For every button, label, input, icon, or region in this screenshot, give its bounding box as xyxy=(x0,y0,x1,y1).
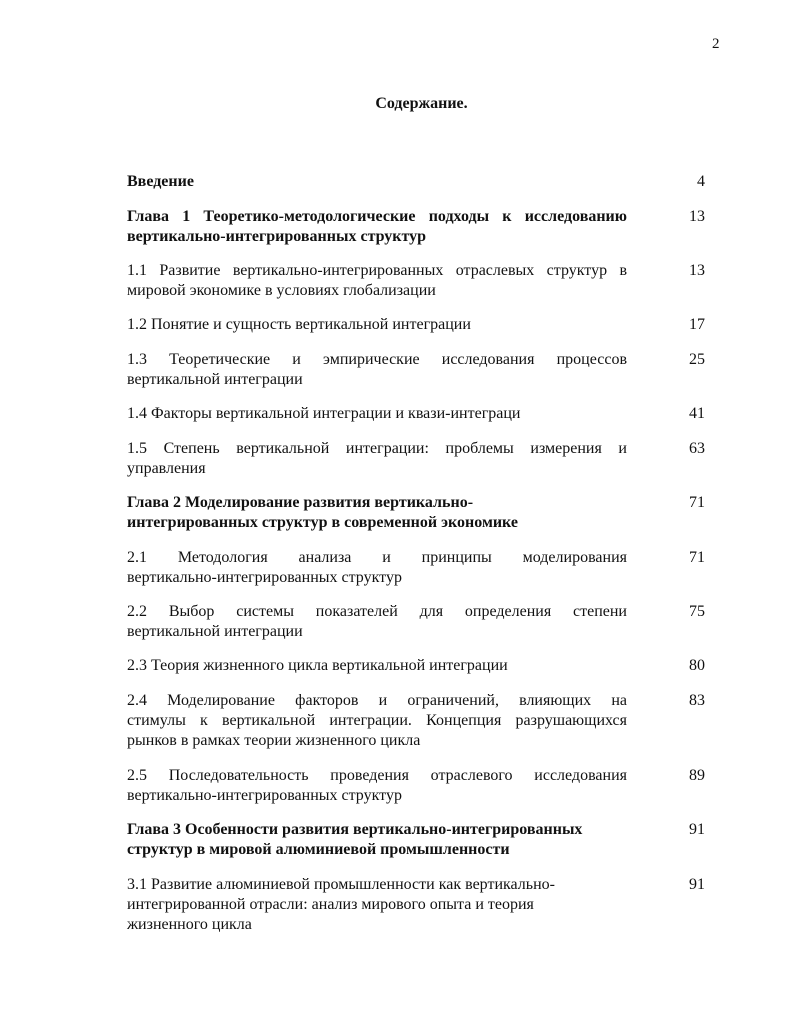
toc-entry-line: 1.1 Развитие вертикально-интегрированных отраслевых структур в xyxy=(127,262,627,279)
toc-entry-page: 83 xyxy=(689,692,705,709)
toc-entry-text xyxy=(127,875,627,935)
toc-entry-line: 1.5 Степень вертикальной интеграции: проблемы измерения и xyxy=(127,440,627,457)
toc-entry-text xyxy=(127,493,627,533)
toc-entry-line: 3.1 Развитие алюминиевой промышленности как вертикально- xyxy=(127,876,555,893)
toc-entry-line: рынков в рамках теории жизненного цикла xyxy=(127,732,421,749)
toc-entry-line: вертикально-интегрированных структур xyxy=(127,787,402,804)
toc-entry-text xyxy=(127,350,627,390)
toc-entry-line: Глава 3 Особенности развития вертикально-интегрированных xyxy=(127,821,583,838)
toc-entry-page: 80 xyxy=(689,657,705,674)
toc-entry-line: 1.2 Понятие и сущность вертикальной интеграции xyxy=(127,316,471,333)
toc-entry-page: 91 xyxy=(689,876,705,893)
toc-entry-page: 71 xyxy=(689,494,705,511)
toc-entry-line: вертикальной интеграции xyxy=(127,371,303,388)
toc-entry-page: 75 xyxy=(689,603,705,620)
toc-entry-line: вертикально-интегрированных структур xyxy=(127,228,427,245)
toc-entry-text xyxy=(127,315,627,335)
toc-entry-text xyxy=(127,548,627,588)
toc-entry-line: управления xyxy=(127,460,206,477)
toc-entry-line: вертикальной интеграции xyxy=(127,623,303,640)
toc-entry-line: 2.4 Моделирование факторов и ограничений, влияющих на xyxy=(127,692,627,709)
toc-entry-page: 13 xyxy=(689,208,705,225)
toc-entry-line: интегрированной отрасли: анализ мирового опыта и теория xyxy=(127,896,534,913)
toc-entry-text xyxy=(127,766,627,806)
toc-entry-text xyxy=(127,404,627,424)
toc-entry-page: 17 xyxy=(689,316,705,333)
toc-entry-text xyxy=(127,820,627,860)
toc-entry-line: 2.3 Теория жизненного цикла вертикальной интеграции xyxy=(127,657,508,674)
toc-entry-line: 1.4 Факторы вертикальной интеграции и квази-интеграци xyxy=(127,405,521,422)
toc-entry-page: 89 xyxy=(689,767,705,784)
toc-entry-text xyxy=(127,439,627,479)
toc-entry-page: 25 xyxy=(689,351,705,368)
toc-entry-page: 13 xyxy=(689,262,705,279)
toc-entry-text xyxy=(127,656,627,676)
toc-title: Содержание. xyxy=(375,95,468,112)
toc-entry-line: мировой экономике в условиях глобализации xyxy=(127,282,436,299)
toc-entry-text xyxy=(127,207,627,247)
toc-entry-text xyxy=(127,602,627,642)
toc-entry-page: 63 xyxy=(689,440,705,457)
toc-entry-line: жизненного цикла xyxy=(127,916,252,933)
toc-entry-text xyxy=(127,172,627,192)
toc-entry-line: 2.5 Последовательность проведения отраслевого исследования xyxy=(127,767,627,784)
page-number: 2 xyxy=(712,36,720,52)
toc-entry-line: 1.3 Теоретические и эмпирические исследования процессов xyxy=(127,351,627,368)
toc-entry-text xyxy=(127,691,627,751)
toc-entry-line: структур в мировой алюминиевой промышленности xyxy=(127,841,510,858)
toc-entry-line: Введение xyxy=(127,173,194,190)
toc-entry-line: 2.1 Методология анализа и принципы моделирования xyxy=(127,549,627,566)
toc-entry-line: интегрированных структур в современной экономике xyxy=(127,514,518,531)
toc-entry-page: 71 xyxy=(689,549,705,566)
toc-entry-page: 91 xyxy=(689,821,705,838)
toc-entry-line: стимулы к вертикальной интеграции. Концепция разрушающихся xyxy=(127,712,627,729)
toc-entry-page: 41 xyxy=(689,405,705,422)
toc-entry-line: вертикально-интегрированных структур xyxy=(127,569,402,586)
toc-entry-line: 2.2 Выбор системы показателей для определения степени xyxy=(127,603,627,620)
toc-entry-line: Глава 2 Моделирование развития вертикально- xyxy=(127,494,474,511)
toc-entry-page: 4 xyxy=(697,173,705,190)
toc-entry-text xyxy=(127,261,627,301)
toc-entry-line: Глава 1 Теоретико-методологические подходы к исследованию xyxy=(127,208,627,225)
